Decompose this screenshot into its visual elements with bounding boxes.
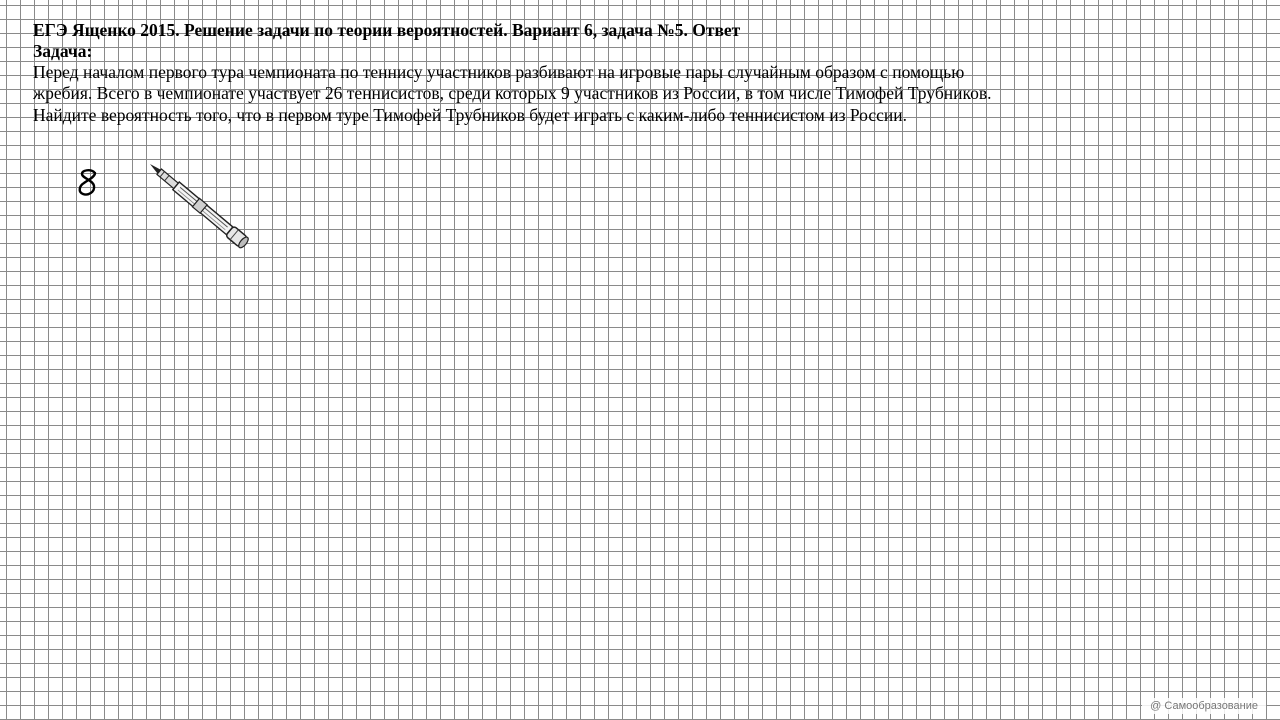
- handwritten-eight-icon: [76, 168, 100, 198]
- page-title: ЕГЭ Ященко 2015. Решение задачи по теории вероятностей. Вариант 6, задача №5. Ответ: [33, 20, 741, 40]
- task-text-block: [33, 20, 1018, 126]
- pen-shape-icon: [140, 158, 280, 293]
- handwritten-digit: [76, 168, 100, 203]
- watermark: @ Самообразование: [1142, 698, 1266, 714]
- task-statement: Перед началом первого тура чемпионата по теннису участников разбивают на игровые пары случайным образом с помощью жребия. Всего в чемпионате участвует 26 теннисистов, среди которых 9 участников из России, в том числе Тимофей Трубников. Найдите вероятность того, что в первом туре Тимофей Трубников будет играть с каким-либо теннисистом из России.: [33, 62, 992, 125]
- task-label: Задача:: [33, 41, 93, 61]
- pen-icon: [140, 158, 280, 298]
